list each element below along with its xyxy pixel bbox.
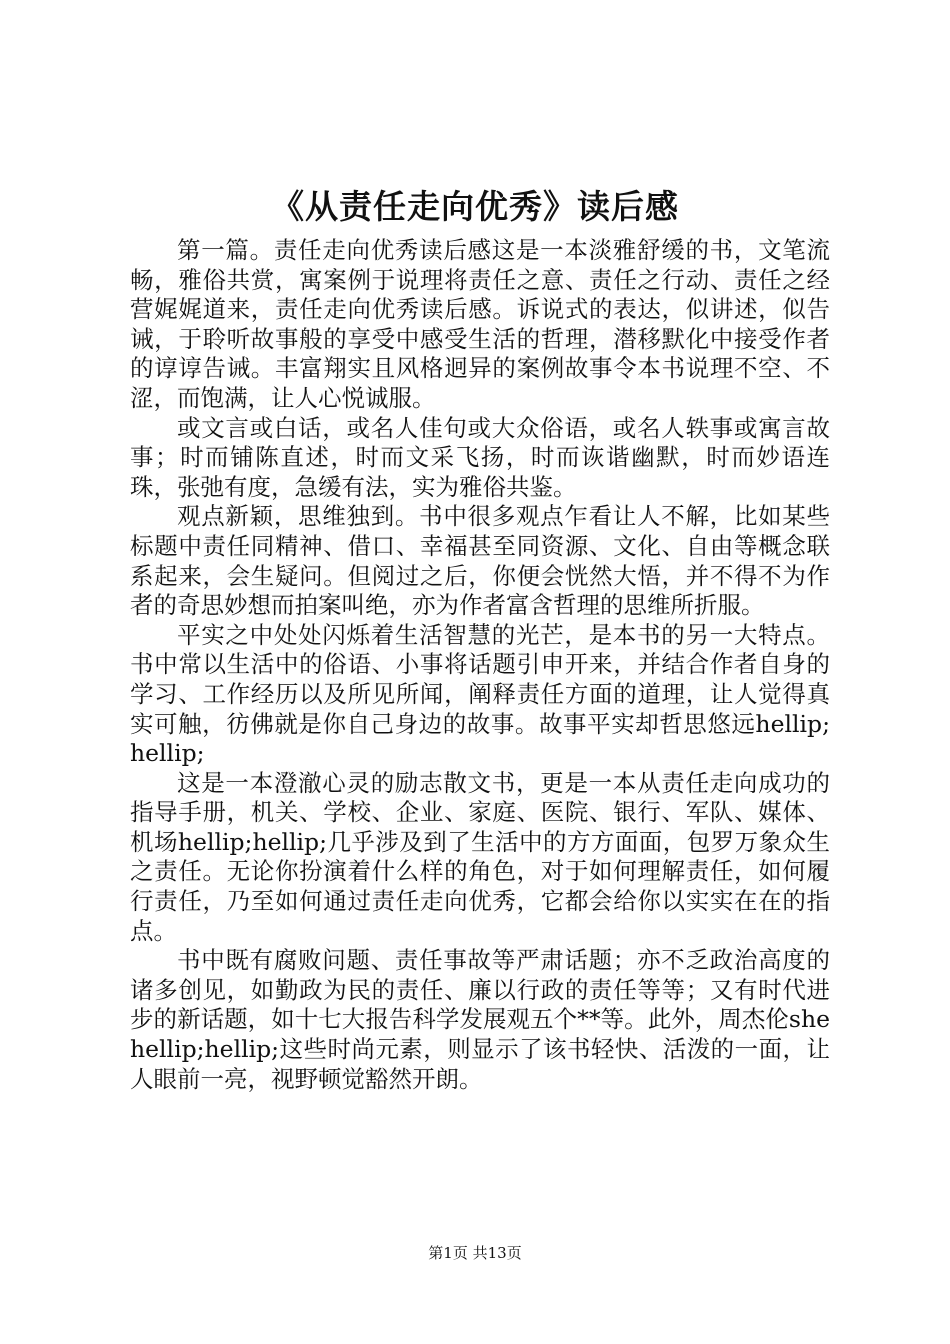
- paragraph-3: 观点新颖，思维独到。书中很多观点乍看让人不解，比如某些标题中责任同精神、借口、幸福甚至同资源、文化、自由等概念联系起来，会生疑问。但阅过之后，你便会恍然大悟，并不得不为作者的奇思妙想而拍案叫绝，亦为作者富含哲理的思维所折服。: [130, 502, 830, 620]
- page-number-footer: 第1页 共13页: [428, 1244, 522, 1262]
- paragraph-4: 平实之中处处闪烁着生活智慧的光芒，是本书的另一大特点。书中常以生活中的俗语、小事将话题引申开来，并结合作者自身的学习、工作经历以及所见所闻，阐释责任方面的道理，让人觉得真实可触，彷佛就是你自己身边的故事。故事平实却哲思悠远hellip;hellip;: [130, 620, 830, 768]
- paragraph-6: 书中既有腐败问题、责任事故等严肃话题；亦不乏政治高度的诸多创见，如勤政为民的责任、廉以行政的责任等等；又有时代进步的新话题，如十七大报告科学发展观五个**等。此外，周杰伦shehellip;hellip;这些时尚元素，则显示了该书轻快、活泼的一面，让人眼前一亮，视野顿觉豁然开朗。: [130, 946, 830, 1093]
- document-body: [130, 236, 830, 1094]
- paragraph-5: 这是一本澄澈心灵的励志散文书，更是一本从责任走向成功的指导手册，机关、学校、企业、家庭、医院、银行、军队、媒体、机场hellip;hellip;几乎涉及到了生活中的方方面面，包罗万象众生之责任。无论你扮演着什么样的角色，对于如何理解责任，如何履行责任，乃至如何通过责任走向优秀，它都会给你以实实在在的指点。: [130, 768, 830, 945]
- paragraph-2: 或文言或白话，或名人佳句或大众俗语，或名人轶事或寓言故事；时而铺陈直述，时而文采飞扬，时而诙谐幽默，时而妙语连珠，张弛有度，急缓有法，实为雅俗共鉴。: [130, 413, 830, 501]
- paragraph-1: 第一篇。责任走向优秀读后感这是一本淡雅舒缓的书，文笔流畅，雅俗共赏，寓案例于说理将责任之意、责任之行动、责任之经营娓娓道来，责任走向优秀读后感。诉说式的表达，似讲述，似告诫，于聆听故事般的享受中感受生活的哲理，潜移默化中接受作者的谆谆告诫。丰富翔实且风格迥异的案例故事令本书说理不空、不涩，而饱满，让人心悦诚服。: [130, 236, 830, 412]
- document-title: 《从责任走向优秀》读后感: [271, 187, 679, 226]
